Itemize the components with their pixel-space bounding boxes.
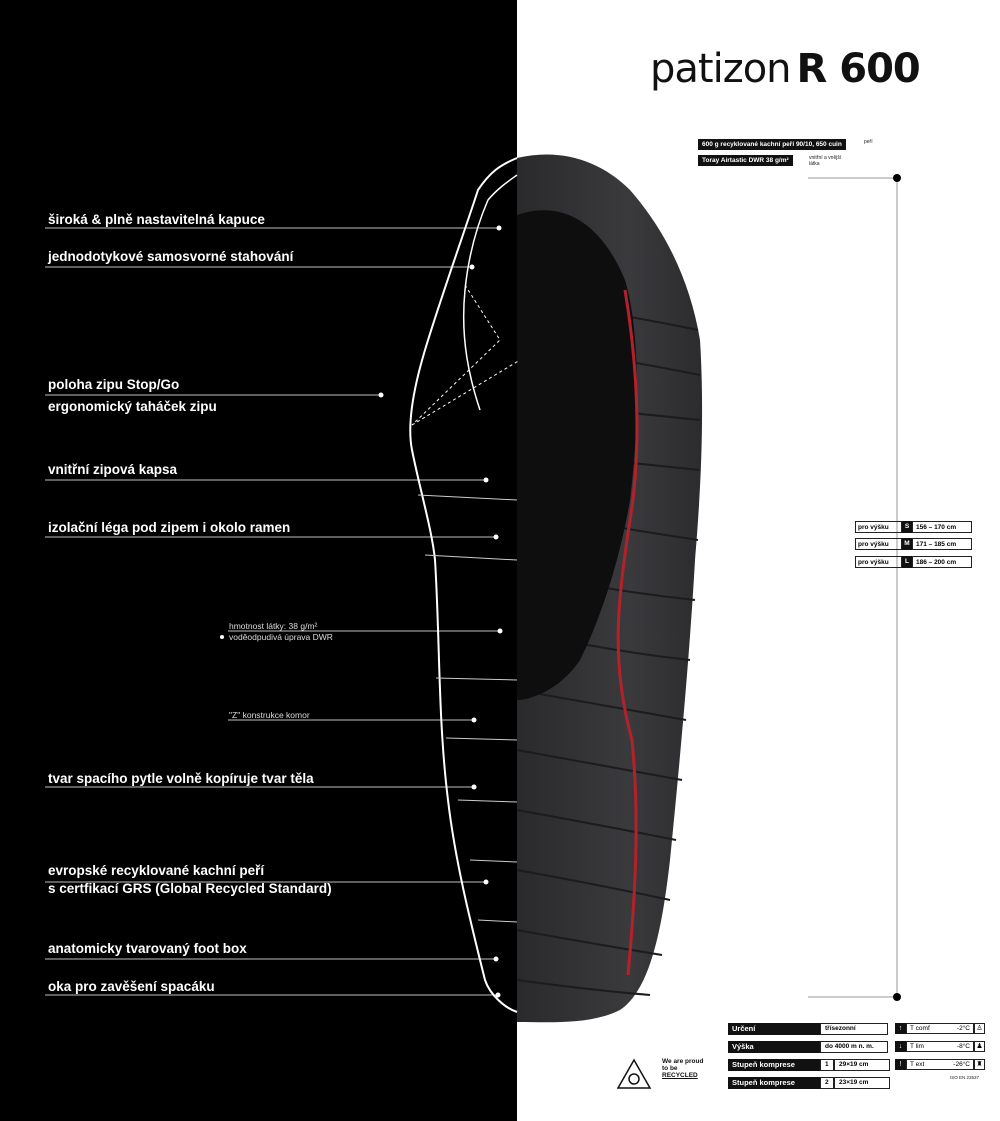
feature-grs: s certfikací GRS (Global Recycled Standard)	[48, 881, 332, 896]
spec-purpose	[728, 1023, 888, 1035]
spec-step: 2	[820, 1077, 834, 1089]
arrow-up-icon: ↑	[895, 1023, 906, 1034]
recycled-text	[662, 1058, 703, 1079]
temp-cell	[906, 1041, 974, 1052]
size-range: 186 – 200 cm	[912, 556, 972, 568]
recycled-badge	[656, 1058, 703, 1079]
recycled-line-3: RECYCLED	[662, 1072, 698, 1079]
spec-key: Výška	[728, 1041, 820, 1053]
recycle-icon	[618, 1060, 650, 1088]
note-fabric-weight: hmotnost látky: 38 g/m²	[229, 621, 318, 631]
feature-zip-stopgo: poloha zipu Stop/Go	[48, 377, 180, 392]
product-model: R 600	[796, 46, 920, 92]
temp-value: -26°C	[953, 1061, 970, 1068]
recycled-line-2: to be	[662, 1065, 678, 1072]
spec-compression-1	[728, 1059, 890, 1071]
feature-hang-loops: oka pro zavěšení spacáku	[48, 979, 215, 994]
spec-value: 23×19 cm	[834, 1077, 890, 1089]
size-code: L	[902, 556, 912, 568]
spec-key: Stupeň komprese	[728, 1059, 820, 1071]
spec-key: Určení	[728, 1023, 820, 1035]
spec-key: Stupeň komprese	[728, 1077, 820, 1089]
size-row-l	[855, 556, 972, 568]
size-row-m	[855, 538, 972, 550]
shivering-person-icon: ♜	[974, 1059, 985, 1070]
spec-value: 29×19 cm	[834, 1059, 890, 1071]
size-row-s	[855, 521, 972, 533]
size-label: pro výšku	[855, 521, 902, 533]
feature-zip-puller: ergonomický taháček zipu	[48, 399, 217, 414]
feature-pocket: vnitřní zipová kapsa	[48, 462, 178, 477]
temp-cell	[906, 1023, 974, 1034]
temp-label: T ext	[910, 1061, 925, 1068]
material-tag-down: 600 g recyklované kachní peří 90/10, 650 cuin	[698, 139, 846, 150]
material-tag-fabric: Toray Airtastic DWR 38 g/m²	[698, 155, 793, 166]
note-dwr: voděodpudivá úprava DWR	[229, 632, 333, 642]
feature-footbox: anatomicky tvarovaný foot box	[48, 941, 247, 956]
size-range: 171 – 185 cm	[912, 538, 972, 550]
feature-hood: široká & plně nastavitelná kapuce	[48, 212, 265, 227]
spec-step: 1	[820, 1059, 834, 1071]
note-z-construction: "Z" konstrukce komor	[229, 710, 310, 720]
person-icon: ♙	[974, 1023, 985, 1034]
temp-limit	[895, 1041, 985, 1052]
spec-altitude	[728, 1041, 888, 1053]
curled-person-icon: ♟	[974, 1041, 985, 1052]
arrow-down-icon: ↓	[895, 1041, 906, 1052]
product-name: patizon	[650, 46, 791, 92]
size-code: S	[902, 521, 912, 533]
size-label: pro výšku	[855, 538, 902, 550]
warning-icon: !	[895, 1059, 906, 1070]
feature-draft-tube: izolační léga pod zipem i okolo ramen	[48, 520, 291, 535]
recycled-line-1: We are proud	[662, 1058, 704, 1065]
temp-extreme	[895, 1059, 985, 1070]
size-code: M	[902, 538, 912, 550]
feature-shape: tvar spacího pytle volně kopíruje tvar těla	[48, 771, 314, 786]
bag-outline	[410, 158, 517, 1012]
temp-value: -8°C	[956, 1043, 970, 1050]
material-note-fabric: vnitřní a vnější látka	[809, 155, 842, 167]
spec-value: třísezonní	[820, 1023, 888, 1035]
temp-value: -2°C	[956, 1025, 970, 1032]
temp-label: T lim	[910, 1043, 924, 1050]
material-note-down: peří	[864, 139, 873, 145]
size-label: pro výšku	[855, 556, 902, 568]
temp-cell	[906, 1059, 974, 1070]
size-range: 156 – 170 cm	[912, 521, 972, 533]
temp-comfort	[895, 1023, 985, 1034]
feature-drawcord: jednodotykové samosvorné stahování	[48, 249, 294, 264]
feature-down: evropské recyklované kachní peří	[48, 863, 265, 878]
temp-label: T comf	[910, 1025, 930, 1032]
product-title	[650, 46, 920, 92]
spec-value: do 4000 m n. m.	[820, 1041, 888, 1053]
spec-compression-2	[728, 1077, 890, 1089]
iso-norm: ISO EN 23537	[950, 1075, 980, 1080]
leader-lines	[45, 228, 500, 995]
height-ruler	[808, 174, 901, 1001]
